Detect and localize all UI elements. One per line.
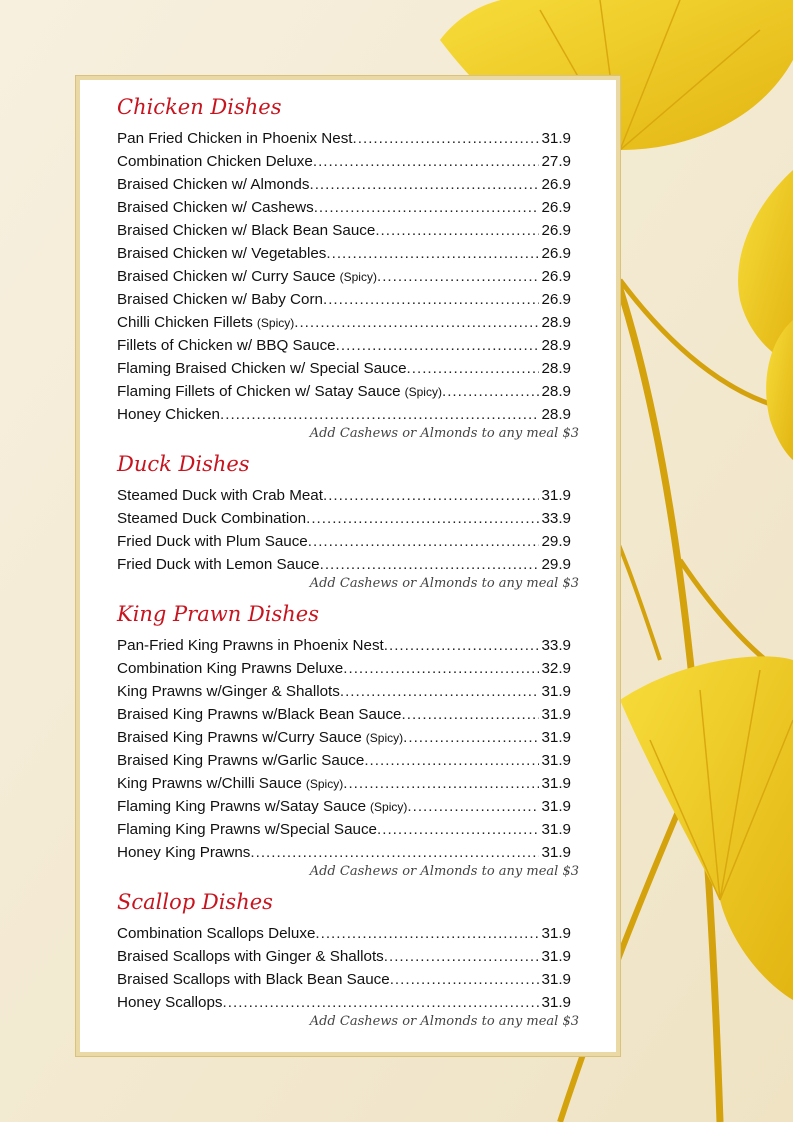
menu-item-name: Pan Fried Chicken in Phoenix Nest [117, 130, 353, 147]
menu-item-price: 28.9 [541, 337, 571, 354]
spicy-label: (Spicy) [256, 316, 295, 330]
menu-item-price: 31.9 [541, 844, 571, 861]
menu-item-price: 31.9 [541, 487, 571, 504]
menu-item [117, 703, 571, 726]
menu-item-name: Flaming Fillets of Chicken w/ Satay Sauce [117, 383, 401, 400]
menu-item [117, 219, 571, 242]
dot-leader [340, 680, 540, 703]
menu-item [117, 968, 571, 991]
menu-item [117, 680, 571, 703]
dot-leader [313, 150, 540, 173]
menu-item-price: 31.9 [541, 752, 571, 769]
dot-leader [250, 841, 539, 864]
menu-item-name: Braised King Prawns w/Garlic Sauce [117, 752, 365, 769]
section-title: King Prawn Dishes [117, 602, 319, 626]
menu-item-name: Honey King Prawns [117, 844, 251, 861]
spicy-label: (Spicy) [370, 800, 408, 814]
menu-item [117, 334, 571, 357]
dot-leader [377, 818, 539, 841]
menu-item [117, 818, 571, 841]
menu-item [117, 841, 571, 864]
dot-leader [407, 357, 540, 380]
menu-item-price: 26.9 [541, 291, 571, 308]
menu-section [117, 599, 587, 884]
menu-item-name: Fried Duck with Lemon Sauce [117, 556, 320, 573]
menu-item-name: Combination Chicken Deluxe [117, 153, 313, 170]
spicy-label: (Spicy) [305, 777, 344, 791]
menu-item-price: 29.9 [541, 533, 571, 550]
dot-leader [390, 968, 540, 991]
menu-item [117, 150, 571, 173]
menu-content [117, 92, 587, 1034]
menu-item [117, 553, 571, 576]
dot-leader [343, 772, 539, 795]
dot-leader [220, 403, 539, 426]
menu-item-price: 32.9 [541, 660, 571, 677]
spicy-label: (Spicy) [404, 385, 442, 399]
menu-item-name: Flaming King Prawns w/Satay Sauce [117, 798, 367, 815]
dot-leader [402, 703, 540, 726]
menu-item-price: 28.9 [541, 314, 571, 331]
dot-leader [336, 334, 540, 357]
menu-item-price: 26.9 [541, 222, 571, 239]
menu-item-price: 28.9 [541, 360, 571, 377]
menu-item-list [117, 634, 587, 864]
menu-item-name: King Prawns w/Chilli Sauce [117, 775, 302, 792]
dot-leader [323, 288, 539, 311]
menu-item-price: 31.9 [541, 971, 571, 988]
menu-item-name: Braised King Prawns w/Curry Sauce [117, 729, 362, 746]
menu-item-name: Fried Duck with Plum Sauce [117, 533, 308, 550]
dot-leader [306, 507, 539, 530]
menu-item-price: 29.9 [541, 556, 571, 573]
menu-item-price: 31.9 [541, 683, 571, 700]
menu-item-price: 31.9 [541, 729, 571, 746]
dot-leader [315, 922, 539, 945]
menu-item-name: Combination Scallops Deluxe [117, 925, 316, 942]
dot-leader [384, 945, 540, 968]
spicy-label: (Spicy) [365, 731, 404, 745]
dot-leader [320, 553, 540, 576]
menu-item-name: Chilli Chicken Fillets [117, 314, 253, 331]
menu-item-price: 28.9 [541, 383, 571, 400]
menu-item-name: Pan-Fried King Prawns in Phoenix Nest [117, 637, 384, 654]
menu-item [117, 403, 571, 426]
menu-item [117, 772, 571, 795]
section-title: Scallop Dishes [117, 890, 273, 914]
menu-item [117, 242, 571, 265]
dot-leader [377, 265, 539, 288]
menu-item-name: Honey Chicken [117, 406, 220, 423]
menu-item-price: 31.9 [541, 775, 571, 792]
menu-item-name: Braised Scallops with Ginger & Shallots [117, 948, 384, 965]
dot-leader [375, 219, 539, 242]
menu-item [117, 795, 571, 818]
menu-item-price: 31.9 [541, 948, 571, 965]
menu-item [117, 507, 571, 530]
menu-item [117, 127, 571, 150]
menu-item-list [117, 922, 587, 1014]
menu-item-price: 27.9 [541, 153, 571, 170]
menu-item-name: King Prawns w/Ginger & Shallots [117, 683, 340, 700]
section-note: Add Cashews or Almonds to any meal $3 [309, 864, 579, 879]
dot-leader [326, 242, 539, 265]
menu-item-name: Braised Chicken w/ Cashews [117, 199, 314, 216]
menu-item [117, 945, 571, 968]
menu-item-price: 31.9 [541, 925, 571, 942]
menu-item-price: 26.9 [541, 268, 571, 285]
section-note: Add Cashews or Almonds to any meal $3 [309, 1014, 579, 1029]
menu-item-name: Braised Chicken w/ Vegetables [117, 245, 327, 262]
menu-item-name: Flaming King Prawns w/Special Sauce [117, 821, 377, 838]
menu-item-name: Steamed Duck with Crab Meat [117, 487, 323, 504]
menu-section [117, 887, 587, 1034]
dot-leader [407, 795, 539, 818]
menu-item [117, 311, 571, 334]
menu-item [117, 634, 571, 657]
section-note: Add Cashews or Almonds to any meal $3 [309, 576, 579, 591]
menu-item-price: 31.9 [541, 706, 571, 723]
menu-item [117, 288, 571, 311]
menu-item-price: 26.9 [541, 245, 571, 262]
section-title: Duck Dishes [117, 452, 250, 476]
section-title: Chicken Dishes [117, 95, 282, 119]
menu-item [117, 196, 571, 219]
section-note: Add Cashews or Almonds to any meal $3 [309, 426, 579, 441]
dot-leader [384, 634, 540, 657]
dot-leader [314, 196, 540, 219]
menu-item-price: 26.9 [541, 176, 571, 193]
dot-leader [343, 657, 539, 680]
dot-leader [364, 749, 539, 772]
menu-item-name: Fillets of Chicken w/ BBQ Sauce [117, 337, 336, 354]
menu-item [117, 530, 571, 553]
menu-section [117, 92, 587, 446]
menu-item [117, 657, 571, 680]
dot-leader [353, 127, 540, 150]
dot-leader [442, 380, 539, 403]
menu-item-list [117, 127, 587, 426]
menu-item-price: 26.9 [541, 199, 571, 216]
menu-item [117, 380, 571, 403]
menu-item-price: 28.9 [541, 406, 571, 423]
dot-leader [223, 991, 540, 1014]
dot-leader [309, 173, 539, 196]
menu-item [117, 749, 571, 772]
menu-item-name: Braised King Prawns w/Black Bean Sauce [117, 706, 402, 723]
menu-item [117, 991, 571, 1014]
menu-section [117, 449, 587, 596]
menu-item [117, 484, 571, 507]
menu-item-name: Combination King Prawns Deluxe [117, 660, 344, 677]
menu-item-price: 31.9 [541, 821, 571, 838]
dot-leader [308, 530, 540, 553]
menu-item-price: 31.9 [541, 798, 571, 815]
menu-item [117, 265, 571, 288]
dot-leader [323, 484, 539, 507]
menu-item [117, 357, 571, 380]
menu-item-name: Flaming Braised Chicken w/ Special Sauce [117, 360, 407, 377]
dot-leader [403, 726, 539, 749]
menu-item-name: Braised Chicken w/ Black Bean Sauce [117, 222, 376, 239]
menu-item-name: Braised Chicken w/ Baby Corn [117, 291, 323, 308]
menu-item-name: Braised Chicken w/ Curry Sauce [117, 268, 336, 285]
menu-item [117, 922, 571, 945]
menu-item-name: Braised Scallops with Black Bean Sauce [117, 971, 390, 988]
dot-leader [294, 311, 539, 334]
menu-item-price: 31.9 [541, 130, 571, 147]
menu-item-price: 33.9 [541, 510, 571, 527]
spicy-label: (Spicy) [339, 270, 377, 284]
menu-item-price: 31.9 [541, 994, 571, 1011]
menu-item-price: 33.9 [541, 637, 571, 654]
menu-item [117, 173, 571, 196]
menu-item [117, 726, 571, 749]
menu-item-name: Braised Chicken w/ Almonds [117, 176, 310, 193]
menu-item-name: Steamed Duck Combination [117, 510, 307, 527]
menu-item-name: Honey Scallops [117, 994, 223, 1011]
menu-item-list [117, 484, 587, 576]
